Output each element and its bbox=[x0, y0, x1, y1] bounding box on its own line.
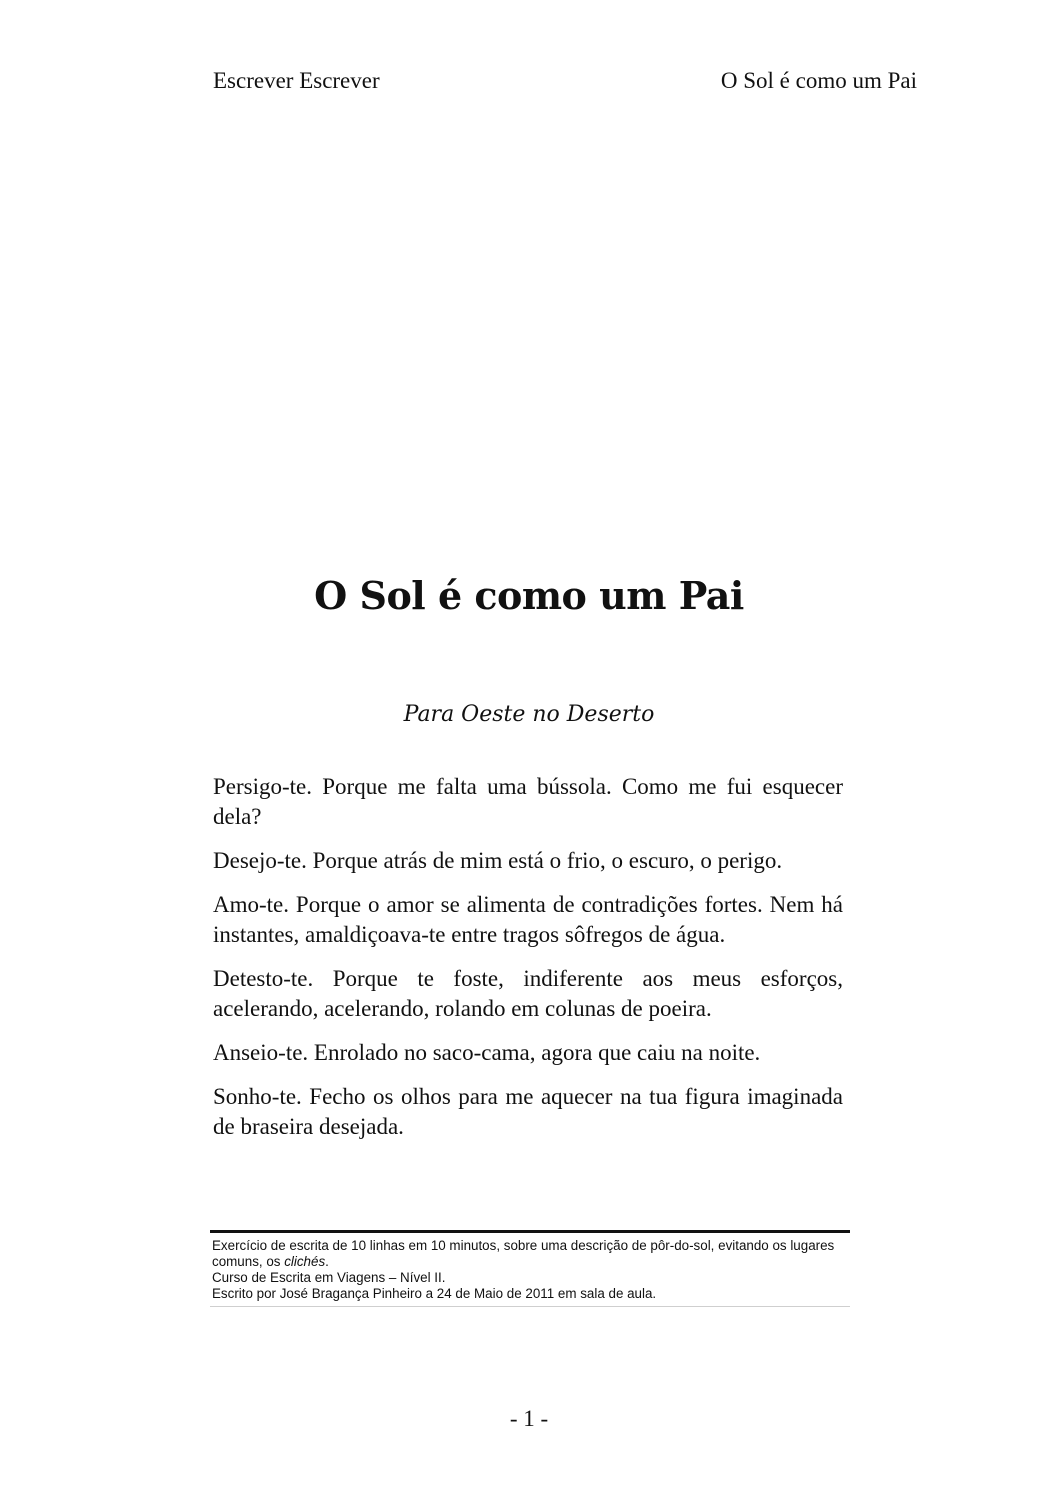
header-left-text: Escrever Escrever bbox=[213, 68, 380, 93]
paragraph: Anseio-te. Enrolado no saco-cama, agora que caiu na noite. bbox=[213, 1040, 761, 1065]
footnote-text-start: Exercício de escrita de 10 linhas em 10 minutos, sobre uma descrição de pôr-do-sol, evitando os lugares comuns, os bbox=[212, 1238, 835, 1269]
footnote-line-2: Curso de Escrita em Viagens – Nível II. bbox=[212, 1270, 446, 1285]
header-right-text: O Sol é como um Pai bbox=[720, 68, 917, 93]
paragraph: Sonho-te. Fecho os olhos para me aquecer na tua figura imaginada de braseira desejada. bbox=[213, 1084, 843, 1139]
paragraph: Desejo-te. Porque atrás de mim está o frio, o escuro, o perigo. bbox=[213, 848, 783, 873]
footnote-line-3: Escrito por José Bragança Pinheiro a 24 de Maio de 2011 em sala de aula. bbox=[212, 1286, 657, 1301]
body-text bbox=[213, 772, 843, 1156]
page-subtitle: Para Oeste no Deserto bbox=[403, 702, 655, 727]
page-number: - 1 - bbox=[509, 1406, 549, 1431]
running-header bbox=[213, 66, 917, 96]
paragraph: Amo-te. Porque o amor se alimenta de contradições fortes. Nem há instantes, amaldiçoava-te entre tragos sôfregos de água. bbox=[213, 892, 843, 947]
paragraph: Detesto-te. Porque te foste, indiferente aos meus esforços, acelerando, acelerando, rolando em colunas de poeira. bbox=[213, 966, 843, 1021]
footnote-line-1 bbox=[212, 1238, 848, 1270]
paragraph: Persigo-te. Porque me falta uma bússola. Como me fui esquecer dela? bbox=[213, 774, 843, 829]
footnote-text-end: . bbox=[325, 1254, 329, 1269]
footnote bbox=[210, 1230, 850, 1307]
page-title: O Sol é como um Pai bbox=[314, 573, 744, 618]
footnote-italic-word: clichés bbox=[284, 1254, 326, 1269]
